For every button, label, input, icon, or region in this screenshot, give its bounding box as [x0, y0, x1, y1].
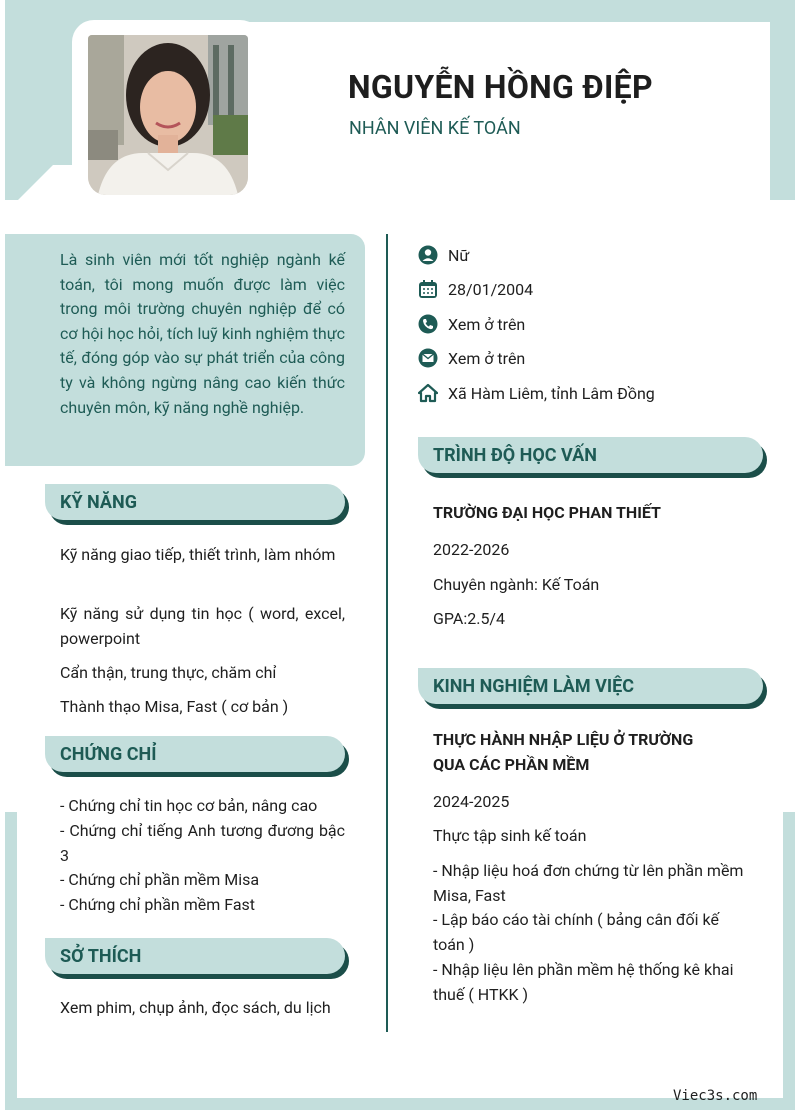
- objective-box: [5, 234, 365, 466]
- hobbies-text: Xem phim, chụp ảnh, đọc sách, du lịch: [60, 998, 331, 1017]
- home-icon: [418, 383, 438, 403]
- skill-item: Thành thạo Misa, Fast ( cơ bản ): [60, 697, 289, 716]
- user-icon: [418, 245, 438, 265]
- watermark-text: Viec3s.com: [673, 1088, 758, 1104]
- candidate-name: NGUYỄN HỒNG ĐIỆP: [348, 68, 653, 106]
- skills-title: KỸ NĂNG: [60, 491, 137, 513]
- certificate-item: - Chứng chỉ tiếng Anh tương đương bậc 3: [60, 821, 345, 865]
- hobbies-title: SỞ THÍCH: [60, 945, 142, 967]
- certificates-title: CHỨNG CHỈ: [60, 743, 157, 765]
- experience-role: Thực tập sinh kế toán: [433, 826, 587, 845]
- hobbies-header: [45, 938, 345, 974]
- certificate-item: - Chứng chỉ phần mềm Misa: [60, 870, 260, 889]
- phone-icon: [418, 314, 438, 334]
- avatar-photo: [88, 35, 248, 195]
- gender-value: Nữ: [448, 245, 470, 265]
- contact-dob: [418, 278, 533, 300]
- skill-item: Kỹ năng sử dụng tin học ( word, excel, powerpoint: [60, 604, 345, 648]
- contact-email: [418, 347, 525, 369]
- mail-icon: [418, 348, 438, 368]
- calendar-icon: [418, 279, 438, 299]
- contact-gender: [418, 244, 469, 266]
- experience-period: 2024-2025: [433, 792, 510, 811]
- certificates-header: [45, 736, 345, 772]
- skill-item: Kỹ năng giao tiếp, thiết trình, làm nhóm: [60, 545, 336, 564]
- education-header: [418, 437, 763, 473]
- experience-header: [418, 668, 763, 704]
- education-gpa: GPA:2.5/4: [433, 609, 506, 628]
- certificate-item: - Chứng chỉ phần mềm Fast: [60, 895, 256, 914]
- email-value: Xem ở trên: [448, 348, 526, 368]
- experience-company-line2: QUA CÁC PHẦN MỀM: [433, 755, 590, 774]
- skill-item: Cẩn thận, trung thực, chăm chỉ: [60, 663, 277, 682]
- experience-duty: - Nhập liệu hoá đơn chứng từ lên phần mềm Misa, Fast: [433, 861, 744, 905]
- address-value: Xã Hàm Liêm, tỉnh Lâm Đồng: [448, 383, 655, 403]
- education-period: 2022-2026: [433, 540, 510, 559]
- experience-duty: - Lập báo cáo tài chính ( bảng cân đối kế toán ): [433, 910, 719, 954]
- education-title: TRÌNH ĐỘ HỌC VẤN: [433, 444, 597, 466]
- phone-value: Xem ở trên: [448, 314, 526, 334]
- experience-duty: - Nhập liệu lên phần mềm hệ thống kê khai thuế ( HTKK ): [433, 960, 734, 1004]
- contact-phone: [418, 313, 525, 335]
- portrait-image: [88, 35, 248, 195]
- dob-value: 28/01/2004: [448, 279, 534, 299]
- column-divider: [386, 234, 388, 1032]
- header-panel: [248, 22, 770, 200]
- experience-company-line1: THỰC HÀNH NHẬP LIỆU Ở TRƯỜNG: [433, 730, 694, 749]
- objective-text: Là sinh viên mới tốt nghiệp ngành kế toán, tôi mong muốn được làm việc trong môi trường chuyên nghiệp để có cơ hội học hỏi, tích luỹ kinh nghiệm thực tế, đóng góp vào sự phát triển của công ty và không ngừng nâng cao kiến thức chuyên môn, kỹ năng nghề nghiệp.: [60, 250, 345, 417]
- certificate-item: - Chứng chỉ tin học cơ bản, nâng cao: [60, 796, 318, 815]
- education-major: Chuyên ngành: Kế Toán: [433, 575, 600, 594]
- contact-address: [418, 382, 655, 404]
- experience-title: KINH NGHIỆM LÀM VIỆC: [433, 675, 635, 697]
- skills-header: [45, 484, 345, 520]
- school-name: TRƯỜNG ĐẠI HỌC PHAN THIẾT: [433, 503, 661, 522]
- job-title: NHÂN VIÊN KẾ TOÁN: [349, 118, 521, 139]
